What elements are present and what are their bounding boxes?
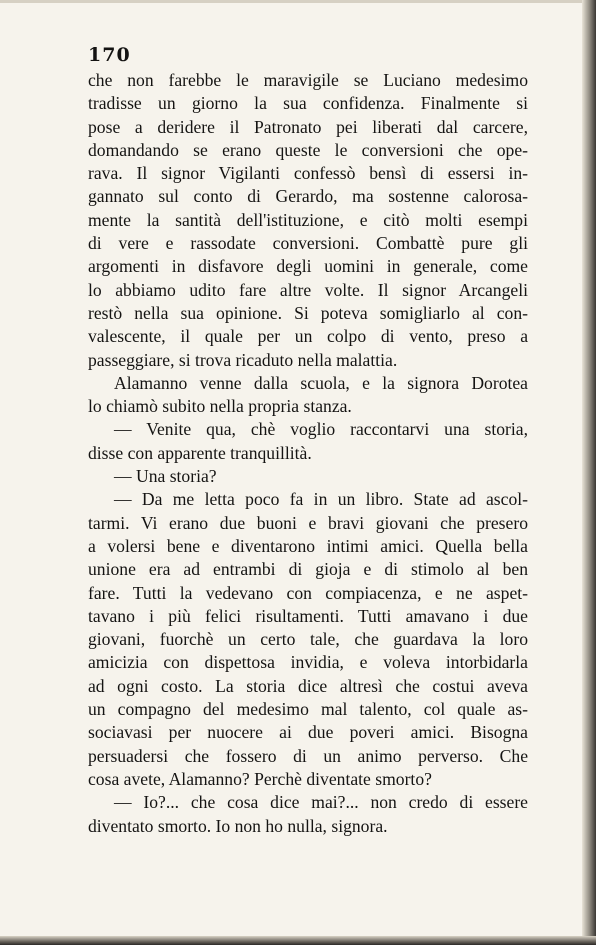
text-line: tradisse un giorno la sua confidenza. Finalmente si [88, 93, 528, 114]
text-line: lo chiamò subito nella propria stanza. [88, 396, 352, 417]
text-line: valescente, il quale per un colpo di vento, preso a [88, 326, 528, 347]
page-number: 170 [88, 44, 131, 66]
text-line: pose a deridere il Patronato pei liberati dal carcere, [88, 116, 528, 137]
text-line: lo abbiamo udito fare altre volte. Il signor Arcangeli [88, 279, 528, 300]
text-line: rava. Il signor Vigilanti confessò bensì di essersi in- [88, 163, 528, 184]
text-line: — Venite qua, chè voglio raccontarvi una storia, [114, 419, 528, 440]
body-text [88, 69, 528, 838]
text-line: persuadersi che fossero di un animo perverso. Che [88, 745, 528, 766]
text-line: — Io?... che cosa dice mai?... non credo di essere [114, 792, 528, 813]
text-line: a volersi bene e diventarono intimi amici. Quella bella [88, 535, 528, 556]
text-line: tavano i più felici risultamenti. Tutti amavano i due [88, 605, 528, 626]
text-line: fare. Tutti la vedevano con compiacenza, e ne aspet- [88, 582, 528, 603]
text-line: di vere e rassodate conversioni. Combattè pure gli [88, 233, 528, 254]
text-line: giovani, fuorchè un certo tale, che guardava la loro [88, 629, 528, 650]
text-line: sociavasi per nuocere ai due poveri amici. Bisogna [88, 722, 528, 743]
text-line: restò nella sua opinione. Si poteva somigliarlo al con- [88, 302, 528, 323]
text-line: Alamanno venne dalla scuola, e la signora Dorotea [114, 372, 528, 393]
text-line: un compagno del medesimo mal talento, col quale as- [88, 699, 528, 720]
text-line: cosa avete, Alamanno? Perchè diventate smorto? [88, 768, 432, 789]
text-line: amicizia con dispettosa invidia, e voleva intorbidarla [88, 652, 528, 673]
page-top-edge [0, 0, 596, 3]
text-line: ad ogni costo. La storia dice altresì che costui aveva [88, 675, 528, 696]
text-line: unione era ad entrambi di gioja e di stimolo al ben [88, 559, 528, 580]
text-line: disse con apparente tranquillità. [88, 442, 312, 463]
text-line: passeggiare, si trova ricaduto nella malattia. [88, 349, 398, 370]
text-line: domandando se erano queste le conversioni che ope- [88, 139, 528, 160]
text-line: — Da me letta poco fa in un libro. State ad ascol- [114, 489, 528, 510]
page-bottom-edge [0, 936, 596, 945]
text-line: argomenti in disfavore degli uomini in generale, come [88, 256, 528, 277]
text-line: diventato smorto. Io non ho nulla, signora. [88, 815, 388, 836]
page-right-edge [582, 0, 596, 945]
text-line: che non farebbe le maravigile se Luciano medesimo [88, 70, 528, 90]
text-line: gannato sul conto di Gerardo, ma sostenne calorosa- [88, 186, 528, 207]
text-line: mente la santità dell'istituzione, e citò molti esempi [88, 209, 528, 230]
text-line: — Una storia? [114, 466, 217, 487]
text-line: tarmi. Vi erano due buoni e bravi giovani che presero [88, 512, 528, 533]
